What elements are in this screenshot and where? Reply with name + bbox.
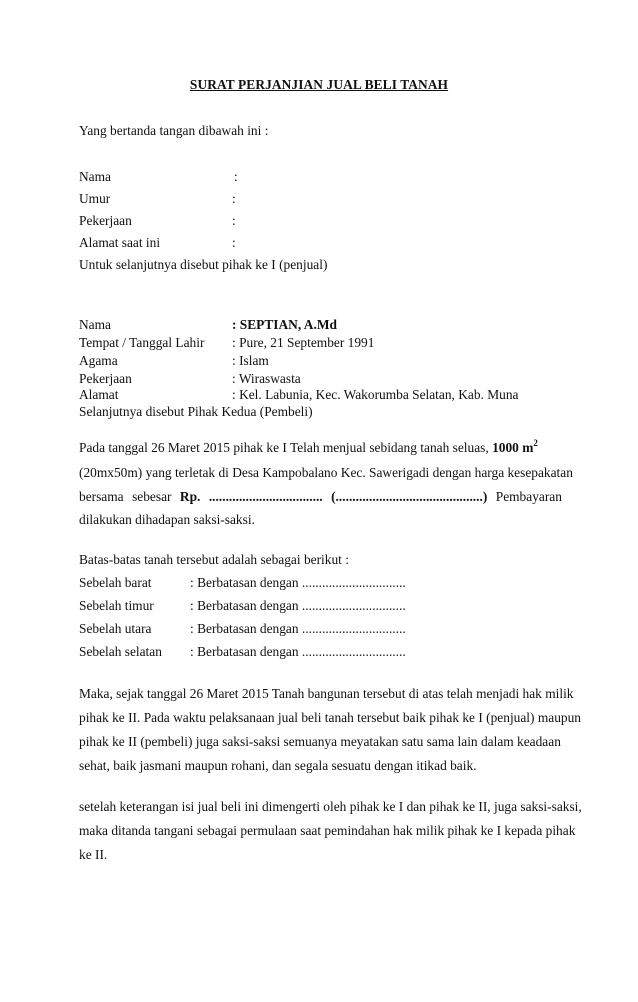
border-west-label: Sebelah barat	[79, 575, 152, 590]
border-north-value: : Berbatasan dengan ...............................	[190, 621, 406, 636]
para3-line1: setelah keterangan isi jual beli ini dimengerti oleh pihak ke I dan pihak ke II, juga saksi-saksi,	[79, 799, 582, 814]
para2-line4: sehat, baik jasmani maupun rohani, dan segala sesuatu dengan itikad baik.	[79, 758, 477, 773]
para1-line3	[79, 490, 562, 503]
seller-name-colon: :	[234, 169, 238, 184]
buyer-name-label: Nama	[79, 317, 111, 332]
para1-line2: (20mx50m) yang terletak di Desa Kampobalano Kec. Sawerigadi dengan harga kesepakatan	[79, 465, 573, 480]
buyer-religion-value: : Islam	[232, 353, 269, 368]
border-east-label: Sebelah timur	[79, 598, 154, 613]
buyer-job-value: : Wiraswasta	[232, 371, 301, 386]
border-east-value: : Berbatasan dengan ...............................	[190, 598, 406, 613]
seller-job-label: Pekerjaan	[79, 213, 132, 228]
para3-line3: ke II.	[79, 847, 108, 862]
border-west-value: : Berbatasan dengan ...............................	[190, 575, 406, 590]
border-south-value: : Berbatasan dengan ...............................	[190, 644, 406, 659]
seller-address-label: Alamat saat ini	[79, 235, 161, 250]
seller-note: Untuk selanjutnya disebut pihak ke I (penjual)	[79, 257, 328, 272]
border-north-label: Sebelah utara	[79, 621, 152, 636]
price-words-blank: (............................................)	[331, 489, 488, 504]
para2-line1: Maka, sejak tanggal 26 Maret 2015 Tanah bangunan tersebut di atas telah menjadi hak milik	[79, 686, 574, 701]
borders-intro: Batas-batas tanah tersebut adalah sebagai berikut :	[79, 552, 349, 567]
para3-line2: maka ditanda tangani sebagai permulaan saat pemindahan hak milik pihak ke I kepada pihak	[79, 823, 576, 838]
buyer-note: Selanjutnya disebut Pihak Kedua (Pembeli)	[79, 404, 313, 419]
seller-age-label: Umur	[79, 191, 111, 206]
para1-word-pembayaran: Pembayaran	[495, 489, 562, 504]
price-label: Rp.	[179, 489, 201, 504]
price-blank: ..................................	[208, 489, 323, 504]
intro-text: Yang bertanda tangan dibawah ini :	[79, 123, 269, 138]
para1-line4: dilakukan dihadapan saksi-saksi.	[79, 512, 255, 527]
land-area: 1000 $m^2$	[492, 438, 538, 455]
para2-line2: pihak ke II. Pada waktu pelaksanaan jual beli tanah tersebut baik pihak ke I (penjual) maupun	[79, 710, 581, 725]
para1-word-bersama: bersama	[79, 489, 124, 504]
seller-name-label: Nama	[79, 169, 111, 184]
border-south-label: Sebelah selatan	[79, 644, 162, 659]
para1-word-sebesar: sebesar	[132, 489, 172, 504]
buyer-address-label: Alamat	[79, 387, 119, 402]
seller-job-colon: :	[232, 213, 236, 228]
buyer-religion-label: Agama	[79, 353, 118, 368]
seller-address-colon: :	[232, 235, 236, 250]
document-title: SURAT PERJANJIAN JUAL BELI TANAH	[189, 77, 449, 92]
seller-age-colon: :	[232, 191, 236, 206]
buyer-birth-label: Tempat / Tanggal Lahir	[79, 335, 205, 350]
buyer-name-value: : SEPTIAN, A.Md	[232, 317, 337, 332]
para1-line1-text: Pada tanggal 26 Maret 2015 pihak ke I Telah menjual sebidang tanah seluas,	[79, 440, 489, 455]
buyer-job-label: Pekerjaan	[79, 371, 132, 386]
buyer-birth-value: : Pure, 21 September 1991	[232, 335, 375, 350]
para2-line3: pihak ke II (pembeli) juga saksi-saksi semuanya meyatakan satu sama lain dalam keadaan	[79, 734, 561, 749]
buyer-address-value: : Kel. Labunia, Kec. Wakorumba Selatan, Kab. Muna	[232, 387, 519, 402]
para1-line1	[79, 438, 538, 455]
